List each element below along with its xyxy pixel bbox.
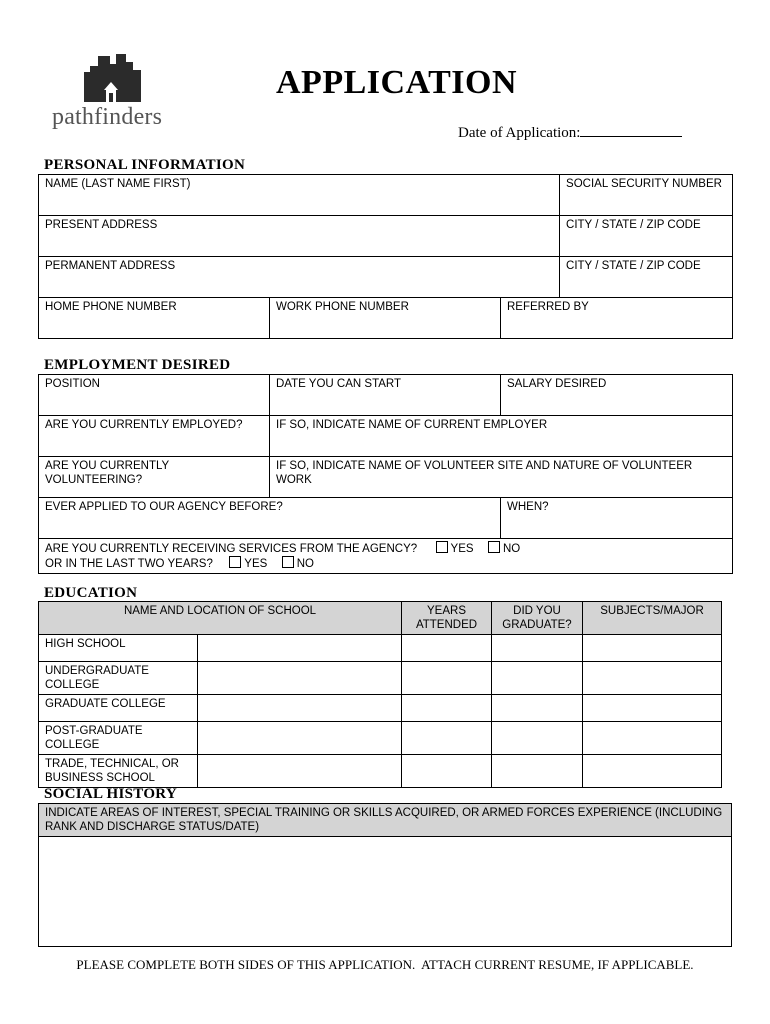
subjects-major-field[interactable] — [583, 662, 722, 695]
currently-volunteering-label: ARE YOU CURRENTLY VOLUNTEERING? — [45, 460, 169, 486]
school-type-label: GRADUATE COLLEGE — [39, 695, 198, 722]
volunteer-site-field[interactable] — [270, 457, 733, 498]
years-attended-field[interactable] — [402, 635, 492, 662]
years-attended-field[interactable] — [402, 662, 492, 695]
col-school-label: NAME AND LOCATION OF SCHOOL — [123, 605, 317, 617]
col-subjects-header — [583, 602, 722, 635]
receiving-services-yes-checkbox[interactable] — [436, 541, 448, 553]
last-two-years-yes-checkbox[interactable] — [229, 556, 241, 568]
col-years-header — [402, 602, 492, 635]
position-field[interactable] — [39, 375, 270, 416]
when-label: WHEN? — [507, 501, 549, 513]
graduated-field[interactable] — [492, 662, 583, 695]
date-start-field[interactable] — [270, 375, 501, 416]
referred-by-field[interactable] — [501, 298, 733, 339]
last-two-years-no-checkbox[interactable] — [282, 556, 294, 568]
permanent-city-state-zip-label: CITY / STATE / ZIP CODE — [566, 260, 701, 272]
permanent-address-label: PERMANENT ADDRESS — [45, 260, 176, 272]
applied-before-label: EVER APPLIED TO OUR AGENCY BEFORE? — [45, 501, 283, 513]
col-graduate-label: DID YOU GRADUATE? — [502, 605, 572, 631]
col-years-label: YEARS ATTENDED — [415, 605, 478, 631]
receiving-services-no-checkbox[interactable] — [488, 541, 500, 553]
volunteer-site-label: IF SO, INDICATE NAME OF VOLUNTEER SITE AND NATURE OF VOLUNTEER WORK — [276, 460, 693, 486]
subjects-major-field[interactable] — [583, 722, 722, 755]
applied-before-field[interactable] — [39, 498, 501, 539]
col-graduate-header — [492, 602, 583, 635]
social-history-heading: SOCIAL HISTORY — [44, 786, 178, 802]
ssn-label: SOCIAL SECURITY NUMBER — [566, 178, 722, 190]
receiving-services-label: ARE YOU CURRENTLY RECEIVING SERVICES FROM THE AGENCY? — [45, 543, 418, 555]
col-school-header — [39, 602, 402, 635]
home-phone-field[interactable] — [39, 298, 270, 339]
education-row — [39, 635, 722, 662]
school-type-label: HIGH SCHOOL — [39, 635, 198, 662]
currently-employed-field[interactable] — [39, 416, 270, 457]
social-history-field[interactable] — [39, 837, 732, 947]
date-of-application-label: Date of Application: — [458, 125, 581, 141]
name-field[interactable] — [39, 175, 560, 216]
social-history-table — [38, 803, 732, 947]
education-heading: EDUCATION — [44, 585, 138, 601]
subjects-major-field[interactable] — [583, 695, 722, 722]
city-skyline-icon — [82, 52, 146, 102]
present-city-state-zip-field[interactable] — [560, 216, 733, 257]
receiving-services-row — [39, 539, 733, 574]
years-attended-field[interactable] — [402, 722, 492, 755]
footer-note: PLEASE COMPLETE BOTH SIDES OF THIS APPLICATION. ATTACH CURRENT RESUME, IF APPLICABLE. — [76, 957, 694, 972]
subjects-major-field[interactable] — [583, 755, 722, 788]
current-employer-field[interactable] — [270, 416, 733, 457]
page-title: APPLICATION — [276, 64, 517, 101]
date-of-application — [458, 122, 682, 142]
last-two-years-no-label: NO — [296, 558, 314, 570]
permanent-city-state-zip-field[interactable] — [560, 257, 733, 298]
school-name-field[interactable] — [198, 722, 402, 755]
personal-information-heading: PERSONAL INFORMATION — [44, 157, 246, 173]
graduated-field[interactable] — [492, 722, 583, 755]
education-table — [38, 601, 722, 788]
position-label: POSITION — [45, 378, 100, 390]
currently-volunteering-field[interactable] — [39, 457, 270, 498]
school-name-field[interactable] — [198, 755, 402, 788]
graduated-field[interactable] — [492, 755, 583, 788]
school-name-field[interactable] — [198, 662, 402, 695]
school-name-field[interactable] — [198, 695, 402, 722]
salary-label: SALARY DESIRED — [507, 378, 607, 390]
social-history-prompt: INDICATE AREAS OF INTEREST, SPECIAL TRAINING OR SKILLS ACQUIRED, OR ARMED FORCES EXPERIENCE (INCLUDING RANK AND DISCHARGE STATUS/DATE) — [39, 804, 732, 837]
school-type-label: POST-GRADUATE COLLEGE — [39, 722, 198, 755]
logo-wordmark: pathfinders — [52, 104, 163, 130]
currently-employed-label: ARE YOU CURRENTLY EMPLOYED? — [45, 419, 243, 431]
last-two-years-label: OR IN THE LAST TWO YEARS? — [45, 558, 213, 570]
last-two-years-yes-label: YES — [244, 558, 268, 570]
when-field[interactable] — [501, 498, 733, 539]
graduated-field[interactable] — [492, 635, 583, 662]
date-start-label: DATE YOU CAN START — [276, 378, 402, 390]
name-label: NAME (LAST NAME FIRST) — [45, 178, 191, 190]
employment-desired-heading: EMPLOYMENT DESIRED — [44, 357, 231, 373]
education-row — [39, 662, 722, 695]
graduated-field[interactable] — [492, 695, 583, 722]
home-phone-label: HOME PHONE NUMBER — [45, 301, 177, 313]
years-attended-field[interactable] — [402, 695, 492, 722]
salary-field[interactable] — [501, 375, 733, 416]
education-row — [39, 722, 722, 755]
col-subjects-label: SUBJECTS/MAJOR — [600, 605, 704, 617]
current-employer-label: IF SO, INDICATE NAME OF CURRENT EMPLOYER — [276, 419, 548, 431]
present-address-label: PRESENT ADDRESS — [45, 219, 158, 231]
school-type-label: UNDERGRADUATE COLLEGE — [39, 662, 198, 695]
work-phone-label: WORK PHONE NUMBER — [276, 301, 409, 313]
receiving-services-no-label: NO — [502, 543, 521, 555]
permanent-address-field[interactable] — [39, 257, 560, 298]
employment-desired-table — [38, 374, 733, 574]
pathfinders-logo — [52, 52, 172, 136]
education-row — [39, 755, 722, 788]
school-type-label: TRADE, TECHNICAL, OR BUSINESS SCHOOL — [39, 755, 198, 788]
education-row — [39, 695, 722, 722]
ssn-field[interactable] — [560, 175, 733, 216]
subjects-major-field[interactable] — [583, 635, 722, 662]
personal-information-table — [38, 174, 733, 339]
referred-by-label: REFERRED BY — [507, 301, 589, 313]
present-address-field[interactable] — [39, 216, 560, 257]
receiving-services-yes-label: YES — [450, 543, 474, 555]
present-city-state-zip-label: CITY / STATE / ZIP CODE — [566, 219, 701, 231]
date-of-application-field[interactable] — [580, 122, 682, 137]
years-attended-field[interactable] — [402, 755, 492, 788]
work-phone-field[interactable] — [270, 298, 501, 339]
school-name-field[interactable] — [198, 635, 402, 662]
